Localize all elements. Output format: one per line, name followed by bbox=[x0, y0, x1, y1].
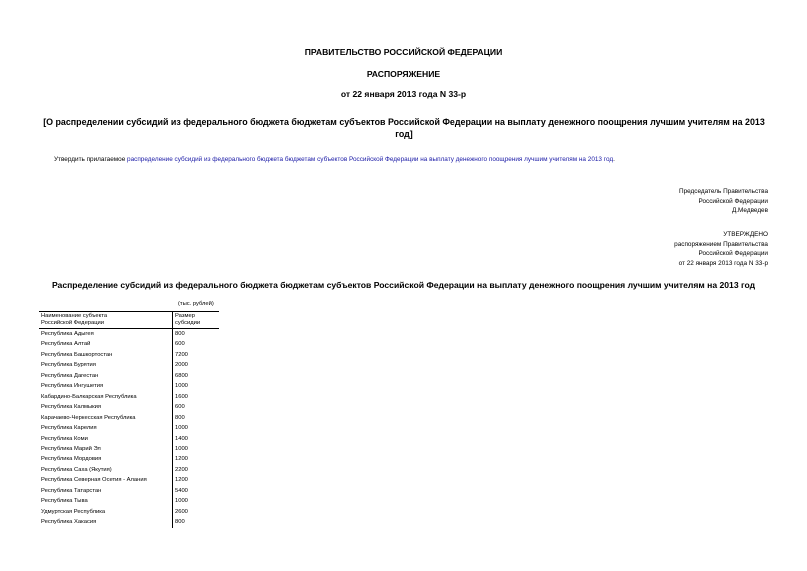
subsidy-amount-cell: 1000 bbox=[175, 425, 188, 432]
table-row bbox=[39, 434, 219, 444]
table-row bbox=[39, 350, 219, 360]
subject-name-cell: Республика Башкортостан bbox=[39, 350, 173, 360]
column-header-amount-line2: субсидии bbox=[175, 320, 201, 326]
subsidy-amount-cell: 2000 bbox=[175, 362, 188, 369]
table-row bbox=[39, 496, 219, 506]
subsidy-amount-cell: 600 bbox=[175, 404, 185, 411]
column-header-amount bbox=[173, 312, 220, 329]
subject-name-cell: Республика Марий Эл bbox=[39, 444, 173, 454]
order-prefix: Утвердить прилагаемое bbox=[54, 156, 128, 163]
column-header-subject bbox=[39, 312, 173, 329]
table-row bbox=[39, 381, 219, 391]
approval-country: Российской Федерации bbox=[698, 250, 768, 257]
subsidy-amount-cell: 7200 bbox=[175, 351, 188, 358]
approval-stamp: УТВЕРЖДЕНО bbox=[723, 231, 768, 238]
subject-name-cell: Республика Татарстан bbox=[39, 486, 173, 496]
table-row bbox=[39, 423, 219, 433]
subsidy-amount-cell: 800 bbox=[175, 331, 185, 337]
table-row bbox=[39, 371, 219, 381]
approval-by: распоряжением Правительства bbox=[674, 240, 768, 248]
table-row bbox=[39, 475, 219, 485]
subject-name-cell: Республика Адыгея bbox=[39, 329, 173, 340]
subsidy-amount-cell: 800 bbox=[175, 519, 185, 526]
table-row bbox=[39, 339, 219, 349]
subsidy-amount-cell: 2200 bbox=[175, 466, 188, 473]
distribution-link[interactable]: распределение субсидий из федерального бюджета бюджетам субъектов Российской Федерации на выплату денежного поощрения лучшим учителям на 2013 год bbox=[127, 156, 614, 163]
order-paragraph bbox=[54, 156, 615, 163]
table-header-row bbox=[39, 312, 219, 329]
subsidy-amount-cell: 1000 bbox=[175, 498, 188, 505]
units-label: (тыс. рублей) bbox=[178, 301, 214, 307]
document-title bbox=[40, 116, 768, 140]
subject-name-cell: Республика Дагестан bbox=[39, 371, 173, 381]
subsidy-amount-cell: 1400 bbox=[175, 435, 188, 442]
table-row bbox=[39, 329, 219, 340]
subject-name-cell: Удмуртская Республика bbox=[39, 507, 173, 517]
subsidy-amount-cell: 1600 bbox=[175, 393, 188, 400]
subsidy-amount-cell: 2600 bbox=[175, 508, 188, 515]
subsidy-amount-cell: 1200 bbox=[175, 477, 188, 484]
table-row bbox=[39, 392, 219, 402]
table-row bbox=[39, 444, 219, 454]
order-suffix: . bbox=[613, 156, 615, 163]
subject-name-cell: Карачаево-Черкесская Республика bbox=[39, 413, 173, 423]
government-heading: ПРАВИТЕЛЬСТВО РОССИЙСКОЙ ФЕДЕРАЦИИ bbox=[304, 47, 503, 57]
subsidy-amount-cell: 5400 bbox=[175, 487, 188, 494]
subsidy-amount-cell: 1000 bbox=[175, 383, 188, 390]
subject-name-cell: Кабардино-Балкарская Республика bbox=[39, 392, 173, 402]
table-row bbox=[39, 360, 219, 370]
subject-name-cell: Республика Коми bbox=[39, 434, 173, 444]
subject-name-cell: Республика Бурятия bbox=[39, 360, 173, 370]
signature-name: Д.Медведев bbox=[731, 207, 768, 214]
distribution-title: Распределение субсидий из федерального бюджета бюджетам субъектов Российской Федерации на выплату денежного поощрения лучшим учителям на 2013 год bbox=[51, 280, 756, 290]
subsidy-amount-cell: 600 bbox=[175, 341, 185, 348]
subject-name-cell: Республика Северная Осетия - Алания bbox=[39, 475, 173, 485]
column-header-subject-line1: Наименование субъекта bbox=[41, 313, 108, 319]
subject-name-cell: Республика Ингушетия bbox=[39, 381, 173, 391]
table-row bbox=[39, 402, 219, 412]
subject-name-cell: Республика Тыва bbox=[39, 496, 173, 506]
subsidy-amount-cell: 800 bbox=[175, 414, 185, 421]
table-row bbox=[39, 465, 219, 475]
document-type: РАСПОРЯЖЕНИЕ bbox=[366, 69, 441, 79]
column-header-amount-line1: Размер bbox=[175, 313, 195, 319]
column-header-subject-line2: Российской Федерации bbox=[41, 320, 105, 326]
table-row bbox=[39, 517, 219, 527]
document-title-line1: [О распределении субсидий из федерального бюджета бюджетам субъектов Российской Федерации на выплату денежного поощрения лучшим учителям на 2013 bbox=[43, 117, 765, 127]
approval-block bbox=[674, 230, 768, 268]
document-title-line2: год] bbox=[395, 129, 413, 139]
subject-name-cell: Республика Карелия bbox=[39, 423, 173, 433]
signature-country: Российской Федерации bbox=[698, 197, 768, 205]
subsidy-table bbox=[39, 311, 219, 528]
table-row bbox=[39, 413, 219, 423]
approval-date: от 22 января 2013 года N 33-р bbox=[678, 259, 768, 267]
table-row bbox=[39, 507, 219, 517]
subject-name-cell: Республика Хакасия bbox=[39, 517, 173, 527]
signature-block bbox=[679, 187, 768, 216]
subject-name-cell: Республика Калмыкия bbox=[39, 402, 173, 412]
subject-name-cell: Республика Саха (Якутия) bbox=[39, 465, 173, 475]
subsidy-table-body bbox=[39, 329, 219, 528]
table-row bbox=[39, 454, 219, 464]
subsidy-amount-cell: 1000 bbox=[175, 445, 188, 452]
subject-name-cell: Республика Алтай bbox=[39, 339, 173, 349]
subsidy-amount-cell: 1200 bbox=[175, 456, 188, 463]
subsidy-amount-cell: 6800 bbox=[175, 372, 188, 379]
subject-name-cell: Республика Мордовия bbox=[39, 454, 173, 464]
document-date-number: от 22 января 2013 года N 33-р bbox=[340, 89, 467, 99]
table-row bbox=[39, 486, 219, 496]
signature-position: Председатель Правительства bbox=[679, 188, 768, 195]
